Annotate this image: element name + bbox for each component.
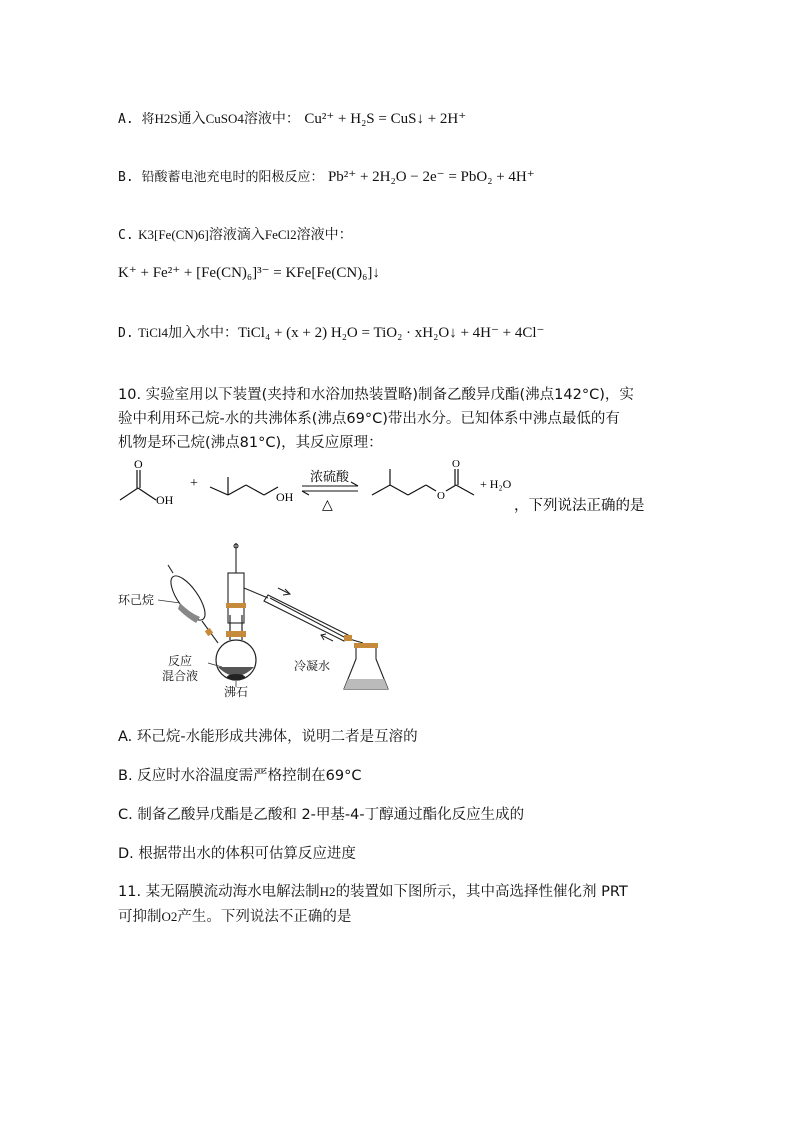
question-tail: ，下列说法正确的是 <box>514 498 645 514</box>
q9-option-c-k3: K3[Fe(CN)6] <box>138 227 209 242</box>
q11-line1-suffix: 的装置如下图所示，其中高选择性催化剂 PRT <box>335 884 628 900</box>
q9-option-c-suffix: 溶液中： <box>296 227 353 243</box>
q10-option-b: B. 反应时水浴温度需严格控制在69°C <box>118 768 362 784</box>
q9-option-c-prefix: C. <box>118 228 134 243</box>
q11-line2-suffix: 产生。下列说法不正确的是 <box>177 909 352 925</box>
q11-stem-line-1 <box>118 880 628 901</box>
q11-h2: H2 <box>319 884 336 899</box>
condenser-joint <box>344 635 352 641</box>
q9-option-a-suffix: 溶液中： <box>243 111 300 127</box>
q10-stem <box>118 383 678 455</box>
boiling-chips <box>227 674 245 680</box>
water-flow-arrows <box>278 588 333 641</box>
heat-symbol: △ <box>322 498 333 513</box>
condenser <box>244 588 363 643</box>
q10-stem-line-2: 验中利用环己烷-水的共沸体系(沸点69°C)带出水分。已知体系中沸点最低的有 <box>118 411 620 427</box>
q11-line2-prefix: 可抑制 <box>118 909 162 925</box>
q11-stem-line-2 <box>118 905 351 926</box>
q10-stem-line-3: 机物是环己烷(沸点81°C)，其反应原理： <box>118 435 383 451</box>
q9-option-b-text: B. 铅酸蓄电池充电时的阳极反应： <box>118 170 324 185</box>
q10-reaction-scheme <box>110 455 670 525</box>
isoamyl-acetate-structure <box>372 469 474 495</box>
q9-option-d <box>118 322 544 345</box>
flask-joint <box>226 631 246 637</box>
water-separator <box>228 543 244 623</box>
q9-option-a-h2s: H2S <box>154 111 178 126</box>
acetic-acid-structure <box>120 470 156 500</box>
q10-apparatus-diagram <box>118 543 398 703</box>
q9-option-a-prefix: A. 将 <box>118 112 155 127</box>
label-boiling-chip: 沸石 <box>224 685 249 699</box>
label-cooling-water: 冷凝水 <box>294 659 331 673</box>
q9-option-a <box>118 108 466 131</box>
receiving-flask-stopper <box>354 643 378 648</box>
q11-line1-prefix: 11. 某无隔膜流动海水电解法制 <box>118 884 320 900</box>
q10-option-d: D. 根据带出水的体积可估算反应进度 <box>118 846 356 862</box>
receiving-flask-liquid <box>344 679 388 689</box>
q9-option-b <box>118 166 535 189</box>
label-cyclohexane: 环己烷 <box>118 593 155 607</box>
q9-option-a-cuso4: CuSO4 <box>205 111 244 126</box>
water-product: + H₂O <box>480 477 512 491</box>
separator-joint <box>226 603 246 608</box>
q9-option-d-equation: TiCl₄ + (x + 2) H₂O = TiO₂ · xH₂O↓ + 4H⁻ + 4Cl⁻ <box>238 325 545 341</box>
acetic-acid-oh: OH <box>156 493 174 507</box>
acetic-acid-o: O <box>134 457 143 471</box>
q9-option-a-mid: 通入 <box>177 111 206 127</box>
q9-option-d-ticl4: TiCl4 <box>138 325 168 340</box>
q9-option-c <box>118 224 353 247</box>
q9-option-c-fecl2: FeCl2 <box>264 227 297 242</box>
q9-option-c-equation: K⁺ + Fe²⁺ + [Fe(CN)₆]³⁻ = KFe[Fe(CN)₆]↓ <box>118 265 380 281</box>
label-mixture-line-2: 混合液 <box>162 669 199 683</box>
q9-option-a-equation: Cu²⁺ + H₂S = CuS↓ + 2H⁺ <box>304 111 467 127</box>
plus-sign: + <box>190 476 198 491</box>
q10-stem-line-1: 10. 实验室用以下装置(夹持和水浴加热装置略)制备乙酸异戊酯(沸点142°C)，实 <box>118 387 634 403</box>
q9-option-d-prefix: D. <box>118 326 134 341</box>
q10-option-a: A. 环己烷-水能形成共沸体，说明二者是互溶的 <box>118 729 418 745</box>
ester-oxygen: O <box>437 490 445 502</box>
isoamyl-alcohol-structure <box>210 477 278 495</box>
q9-option-b-equation: Pb²⁺ + 2H₂O − 2e⁻ = PbO₂ + 4H⁺ <box>327 169 535 185</box>
q10-option-c: C. 制备乙酸异戊酯是乙酸和 2-甲基-4-丁醇通过酯化反应生成的 <box>118 807 525 823</box>
catalyst-label: 浓硫酸 <box>310 470 350 485</box>
isoamyl-alcohol-oh: OH <box>276 490 294 504</box>
q9-option-c-mid: 溶液滴入 <box>208 227 265 243</box>
q11-o2: O2 <box>161 909 178 924</box>
ester-carbonyl-o: O <box>452 458 460 470</box>
label-mixture-line-1: 反应 <box>168 654 193 668</box>
q9-option-d-mid: 加入水中： <box>168 325 238 341</box>
funnel-liquid <box>178 603 200 623</box>
